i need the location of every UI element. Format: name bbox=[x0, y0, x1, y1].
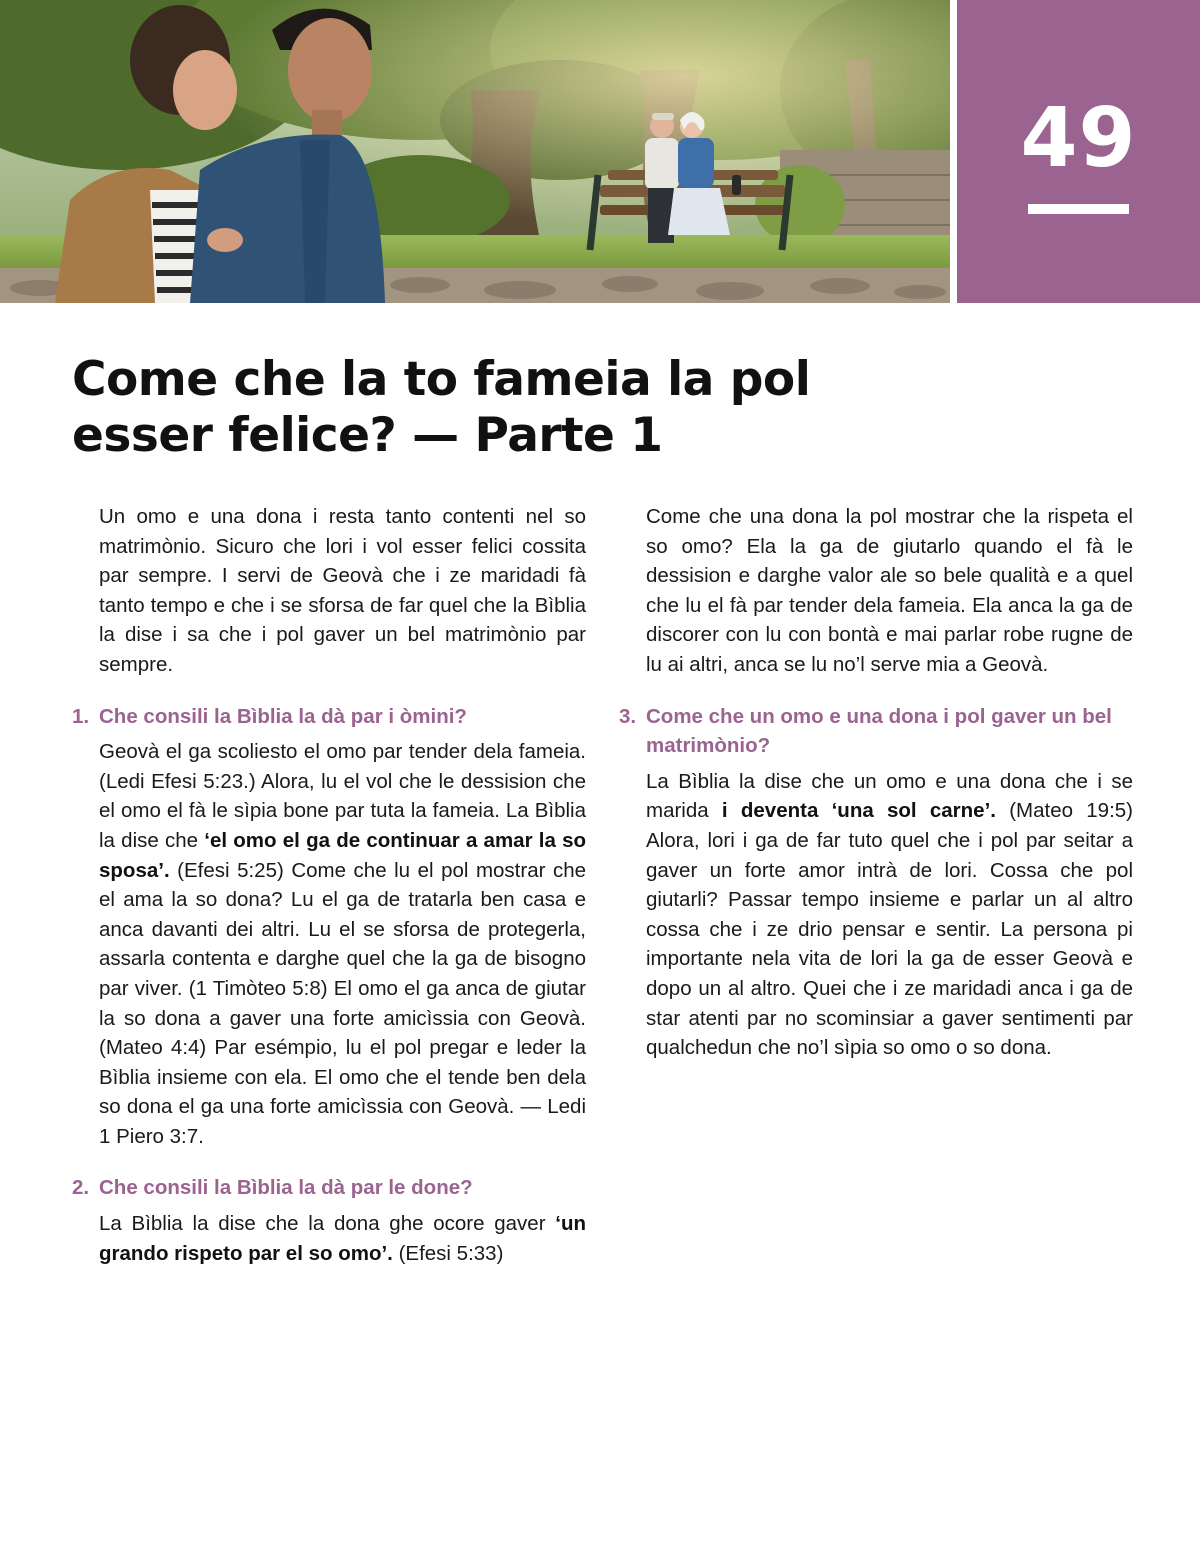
lesson-number-box bbox=[957, 0, 1200, 303]
question-2-number: 2. bbox=[72, 1176, 90, 1200]
answer-1-text-a: Geovà el ga scoliesto el omo par tender dela fameia. (Ledi Efesi 5:23.) Alora, lu el vol che le dessision che el omo el fà le sìpia bone par tuta la fameia. La Bìblia la dise che bbox=[99, 740, 586, 852]
answer-2-continued: Come che una dona la pol mostrar che la rispeta el so omo? Ela la ga de giutarlo quando el fà le dessision e darghe valor ale so bele qualità e a quel che lu el fà par tender dela fameia. Ela anca la ga de discorer con lu con bontà e mai parlar robe rugne de lu ai altri, anca se lu no’l serve mia a Geovà. bbox=[646, 505, 1133, 676]
question-3-text: Come che un omo e una dona i pol gaver un bel matrimònio? bbox=[646, 704, 1112, 758]
left-column bbox=[72, 502, 586, 1268]
answer-1-highlight: ‘el omo el ga de continuar a amar la so sposa’. bbox=[99, 828, 587, 882]
lesson-number-underline bbox=[1028, 204, 1129, 214]
question-1-number: 1. bbox=[72, 704, 90, 728]
answer-3-text-a: La Bìblia la dise che un omo e una dona che i se marida bbox=[646, 769, 1133, 823]
intro-paragraph: Un omo e una dona i resta tanto contenti nel so matrimònio. Sicuro che lori i vol esser felici cossita par sempre. I servi de Geovà che i ze maridadi fà tanto tempo e che i se sforsa de far quel che la Bìblia la dise i sa che i pol gaver un bel matrimònio par sempre. bbox=[99, 505, 586, 676]
answer-2-paragraph bbox=[99, 1209, 586, 1268]
question-3 bbox=[619, 702, 1133, 761]
right-column bbox=[619, 502, 1133, 1063]
answer-1-paragraph bbox=[99, 737, 586, 1151]
answer-2-highlight: ‘un grando rispeto par el so omo’. bbox=[99, 1212, 586, 1265]
page-title: Come che la to fameia la pol esser felice? — Parte 1 bbox=[72, 352, 811, 463]
answer-2-text-b: (Efesi 5:33) bbox=[392, 1241, 504, 1265]
answer-1-text-b: (Efesi 5:25) Come che lu el pol mostrar che el ama la so dona? Lu el ga de tratarla ben casa e anca davanti dei altri. Lu el se sforsa de protegerla, assarla contenta e darghe quel che la ga de bisogno par viver. (1 Timòteo 5:8) El omo el ga anca de giutar la so dona a gaver una forte amicìssia con Geovà. (Mateo 4:4) Par esémpio, lu el pol pregar e leder la Bìblia insieme con ela. El omo che el tende ben dela so dona el ga una forte amicìssia con Geovà. — Ledi 1 Piero 3:7. bbox=[99, 858, 586, 1148]
answer-3-paragraph bbox=[646, 767, 1133, 1063]
question-3-number: 3. bbox=[619, 704, 637, 728]
answer-2-text-a: La Bìblia la dise che la dona ghe ocore gaver bbox=[99, 1212, 556, 1236]
header-photo bbox=[0, 0, 950, 303]
lesson-number bbox=[957, 91, 1200, 186]
lesson-number-text: 49 bbox=[1020, 91, 1137, 186]
question-2 bbox=[72, 1173, 586, 1203]
answer-3-highlight: i deventa ‘una sol carne’. bbox=[721, 799, 996, 823]
answer-3-text-b: (Mateo 19:5) Alora, lori i ga de far tuto quel che i pol par seitar a gaver un forte amor intrà de lori. Cossa che pol giutarli? Passar tempo insieme e parlar un al altro cossa che i ze drio pensar e sentir. La persona pi importante nela vita de lori la ga de esser Geovà e dopo un al altro. Quei che i ze maridadi anca i ga de star atenti par no scominsiar a gaver sentimenti par qualchedun che no’l sìpia so omo o so dona. bbox=[646, 799, 1134, 1060]
question-1 bbox=[72, 702, 586, 732]
question-2-text: Che consili la Bìblia la dà par le done? bbox=[99, 1176, 473, 1200]
question-1-text: Che consili la Bìblia la dà par i òmini? bbox=[99, 704, 467, 728]
